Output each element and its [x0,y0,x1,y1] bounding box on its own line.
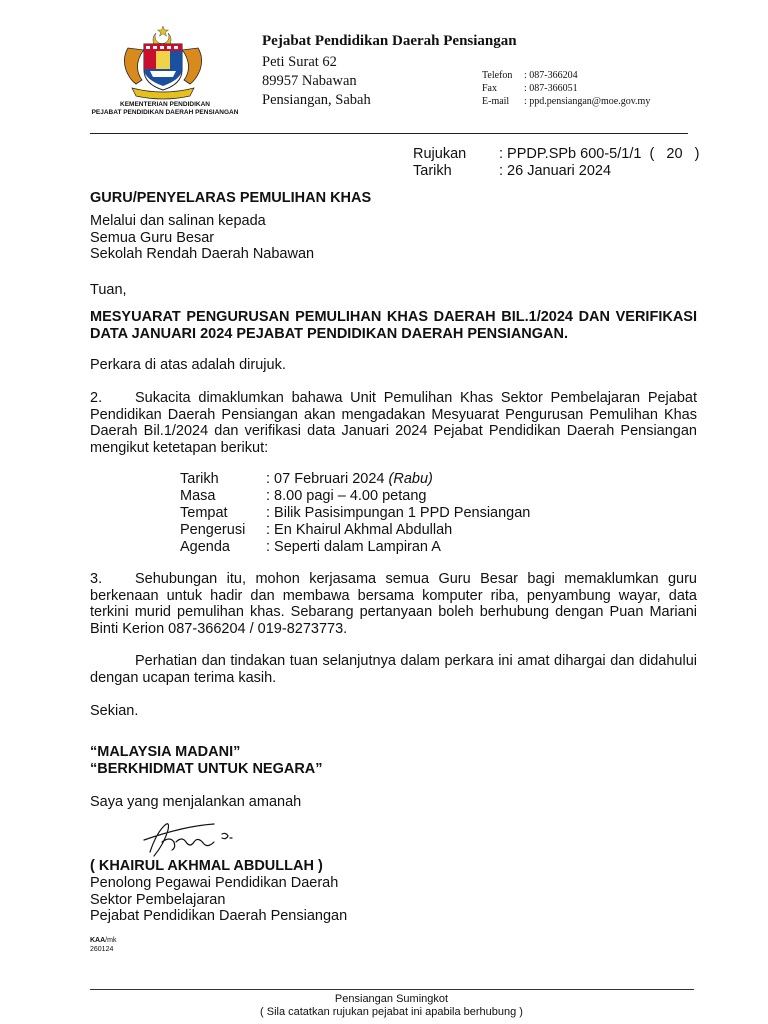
contact-fax [482,82,650,95]
letter-subject: MESYUARAT PENGURUSAN PEMULIHAN KHAS DAERAH BIL.1/2024 DAN VERIFIKASI DATA JANUARI 2024 PEJABAT PENDIDIKAN DAERAH PENSIANGAN. [90,309,697,342]
coat-of-arms-icon [118,24,208,102]
detail-label: Tempat [180,505,228,521]
paragraph-3-text: Sehubungan itu, mohon kerjasama semua Guru Besar bagi memaklumkan guru berkenaan untuk hadir dan membawa bersama komputer riba, penyambung wayar, data terkini murid pemulihan khas. Sebarang pertanyaan boleh berhubung dengan Puan Mariani Binti Kerion 087-366204 / 019-8273773. [90,571,697,637]
slogan-1: “MALAYSIA MADANI” [90,744,241,760]
contact-email-label: E-mail [482,96,510,107]
trust-line: Saya yang menjalankan amanah [90,794,302,810]
contact-phone-value: : 087-366204 [524,70,578,81]
footer-line-1: Pensiangan Sumingkot [334,993,449,1005]
signatory-titles [90,875,347,925]
reference-block [413,146,699,180]
paragraph-3 [90,571,697,637]
reference-initials [90,936,116,954]
signatory-title-3: Pejabat Pendidikan Daerah Pensiangan [90,908,348,924]
detail-row-tempat [180,505,530,522]
detail-value: : Bilik Pasisimpungan 1 PPD Pensiangan [266,505,531,521]
paragraph-4 [90,653,697,686]
signatory-name: ( KHAIRUL AKHMAL ABDULLAH ) [90,858,323,874]
address-line-3: Pensiangan, Sabah [262,92,371,108]
via-block [90,213,314,263]
contact-fax-value: : 087-366051 [524,83,578,94]
slogan-2: “BERKHIDMAT UNTUK NEGARA” [90,760,323,777]
via-line-3: Sekolah Rendah Daerah Nabawan [90,246,315,262]
rujukan-value: : PPDP.SPb 600-5/1/1 ( 20 ) [499,146,700,162]
ministry-name [90,101,240,117]
office-address [262,53,371,110]
initials: KAA [90,937,106,944]
rujukan-label: Rujukan [413,146,467,162]
tarikh-label: Tarikh [413,163,452,179]
salutation: Tuan, [90,282,127,298]
address-line-1: Peti Surat 62 [262,54,337,70]
paragraph-2 [90,390,697,456]
meeting-details [180,471,530,556]
paragraph-1: Perkara di atas adalah dirujuk. [90,357,286,373]
detail-row-agenda [180,539,530,556]
paragraph-2-number: 2. [90,390,103,406]
detail-value: : 8.00 pagi – 4.00 petang [266,488,427,504]
paragraph-2-text: Sukacita dimaklumkan bahawa Unit Pemulihan Khas Sektor Pembelajaran Pejabat Pendidikan Daerah Pensiangan akan mengadakan Mesyuarat Pengurusan Pemulihan Khas Daerah Bil.1/2024 dan verifikasi data Januari 2024 Pejabat Pendidikan Daerah Pensiangan mengikut ketetapan berikut: [90,390,697,456]
contact-fax-label: Fax [482,83,497,94]
contact-email-value: : ppd.pensiangan@moe.gov.my [524,96,651,107]
contact-phone-label: Telefon [482,70,513,81]
initials-suffix: /mk [105,937,117,944]
recipient-title: GURU/PENYELARAS PEMULIHAN KHAS [90,190,372,206]
closing: Sekian. [90,703,139,719]
signatory-title-2: Sektor Pembelajaran [90,891,226,908]
detail-value: : Seperti dalam Lampiran A [266,539,441,555]
ministry-name-line: KEMENTERIAN PENDIDIKAN [120,101,210,108]
footer [0,993,768,1019]
detail-label: Masa [180,488,216,504]
detail-label: Pengerusi [180,522,246,538]
office-contacts [482,69,650,108]
signatory-title-1: Penolong Pegawai Pendidikan Daerah [90,875,339,891]
footer-divider [90,989,694,990]
slogans [90,744,323,777]
via-line-1: Melalui dan salinan kepada [90,213,266,229]
date-code: 260124 [90,946,114,953]
contact-phone [482,69,650,82]
contact-email [482,95,650,108]
footer-line-2: ( Sila catatkan rujukan pejabat ini apabila berhubung ) [260,1006,523,1018]
header-divider [90,133,688,134]
detail-note: (Rabu) [388,471,433,487]
via-line-2: Semua Guru Besar [90,229,215,246]
rujukan-row [413,146,699,163]
tarikh-row [413,163,699,180]
detail-label: Tarikh [180,471,219,487]
detail-row-tarikh [180,471,530,488]
paragraph-3-number: 3. [90,571,103,587]
handwritten-signature [110,812,260,862]
department-name-line: PEJABAT PENDIDIKAN DAERAH PENSIANGAN [91,109,239,116]
detail-label: Agenda [180,539,230,555]
detail-row-pengerusi [180,522,530,539]
office-name: Pejabat Pendidikan Daerah Pensiangan [262,33,517,49]
paragraph-4-text: Perhatian dan tindakan tuan selanjutnya dalam perkara ini amat dihargai dan didahului dengan ucapan terima kasih. [90,653,697,686]
address-line-2: 89957 Nabawan [262,73,357,89]
detail-value: : En Khairul Akhmal Abdullah [266,522,453,538]
detail-value: : 07 Februari 2024 [266,471,389,487]
detail-row-masa [180,488,530,505]
tarikh-value: : 26 Januari 2024 [499,163,612,179]
